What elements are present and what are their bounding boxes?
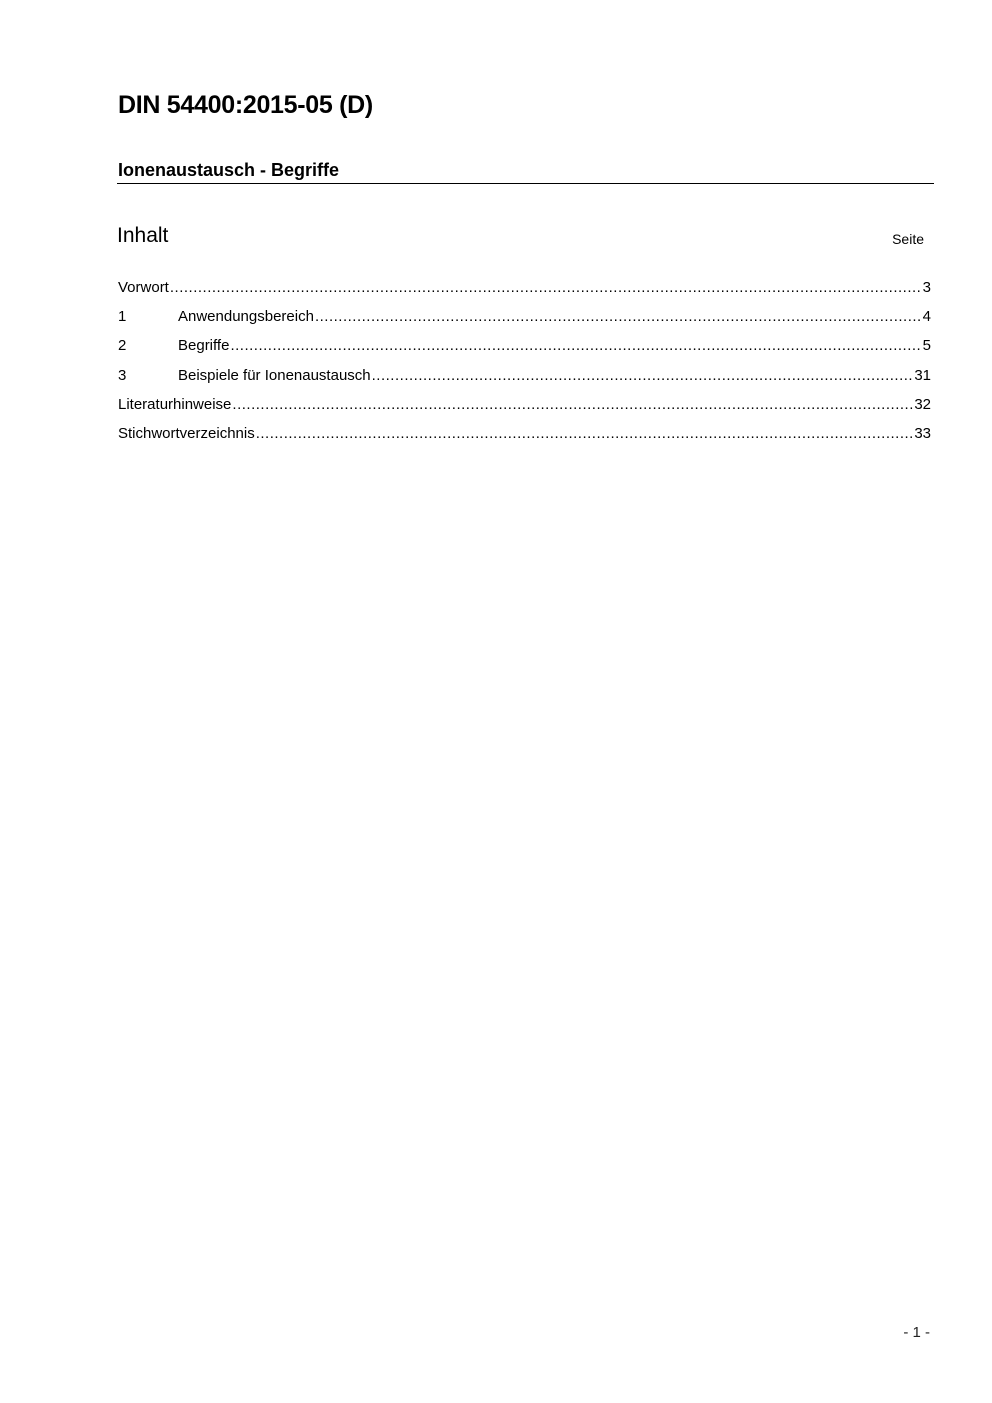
toc-entry-number: 3 — [118, 366, 127, 384]
toc-entry-text: Vorwort — [118, 279, 169, 296]
toc-entry-text: Anwendungsbereich — [178, 308, 314, 326]
toc-dot-leader — [315, 307, 922, 327]
toc-entry-text: Begriffe — [178, 337, 230, 355]
toc-entry-text: Literaturhinweise — [118, 395, 232, 413]
toc-entry-page: 4 — [922, 308, 931, 326]
toc-entry-page: 3 — [922, 279, 931, 296]
toc-heading: Inhalt — [117, 224, 169, 247]
document-title: DIN 54400:2015-05 (D) — [118, 91, 373, 119]
toc-dot-leader — [372, 366, 914, 386]
toc-entry-page: 32 — [914, 395, 931, 413]
toc-entry-page: 5 — [922, 337, 931, 355]
subtitle-divider — [117, 183, 934, 184]
toc-page-column-label: Seite — [892, 231, 924, 247]
toc-entry-beispiele[interactable] — [118, 366, 931, 395]
toc-dot-leader — [230, 336, 921, 356]
toc-entry-literaturhinweise[interactable] — [118, 395, 931, 424]
page-number: - 1 - — [903, 1324, 930, 1341]
toc-entry-vorwort[interactable] — [118, 278, 931, 307]
toc-entry-number: 2 — [118, 337, 127, 355]
toc-entry-anwendungsbereich[interactable] — [118, 307, 931, 336]
table-of-contents — [118, 278, 931, 453]
toc-entry-page: 33 — [914, 424, 931, 442]
toc-entry-begriffe[interactable] — [118, 336, 931, 365]
toc-dot-leader — [232, 395, 913, 415]
document-subtitle: Ionenaustausch - Begriffe — [118, 160, 340, 180]
toc-dot-leader — [256, 424, 914, 444]
toc-dot-leader — [170, 278, 922, 298]
toc-entry-text: Beispiele für Ionenaustausch — [178, 366, 371, 384]
toc-entry-number: 1 — [118, 308, 127, 326]
toc-entry-text: Stichwortverzeichnis — [118, 424, 255, 442]
toc-entry-stichwortverzeichnis[interactable] — [118, 424, 931, 453]
toc-entry-page: 31 — [914, 366, 931, 384]
